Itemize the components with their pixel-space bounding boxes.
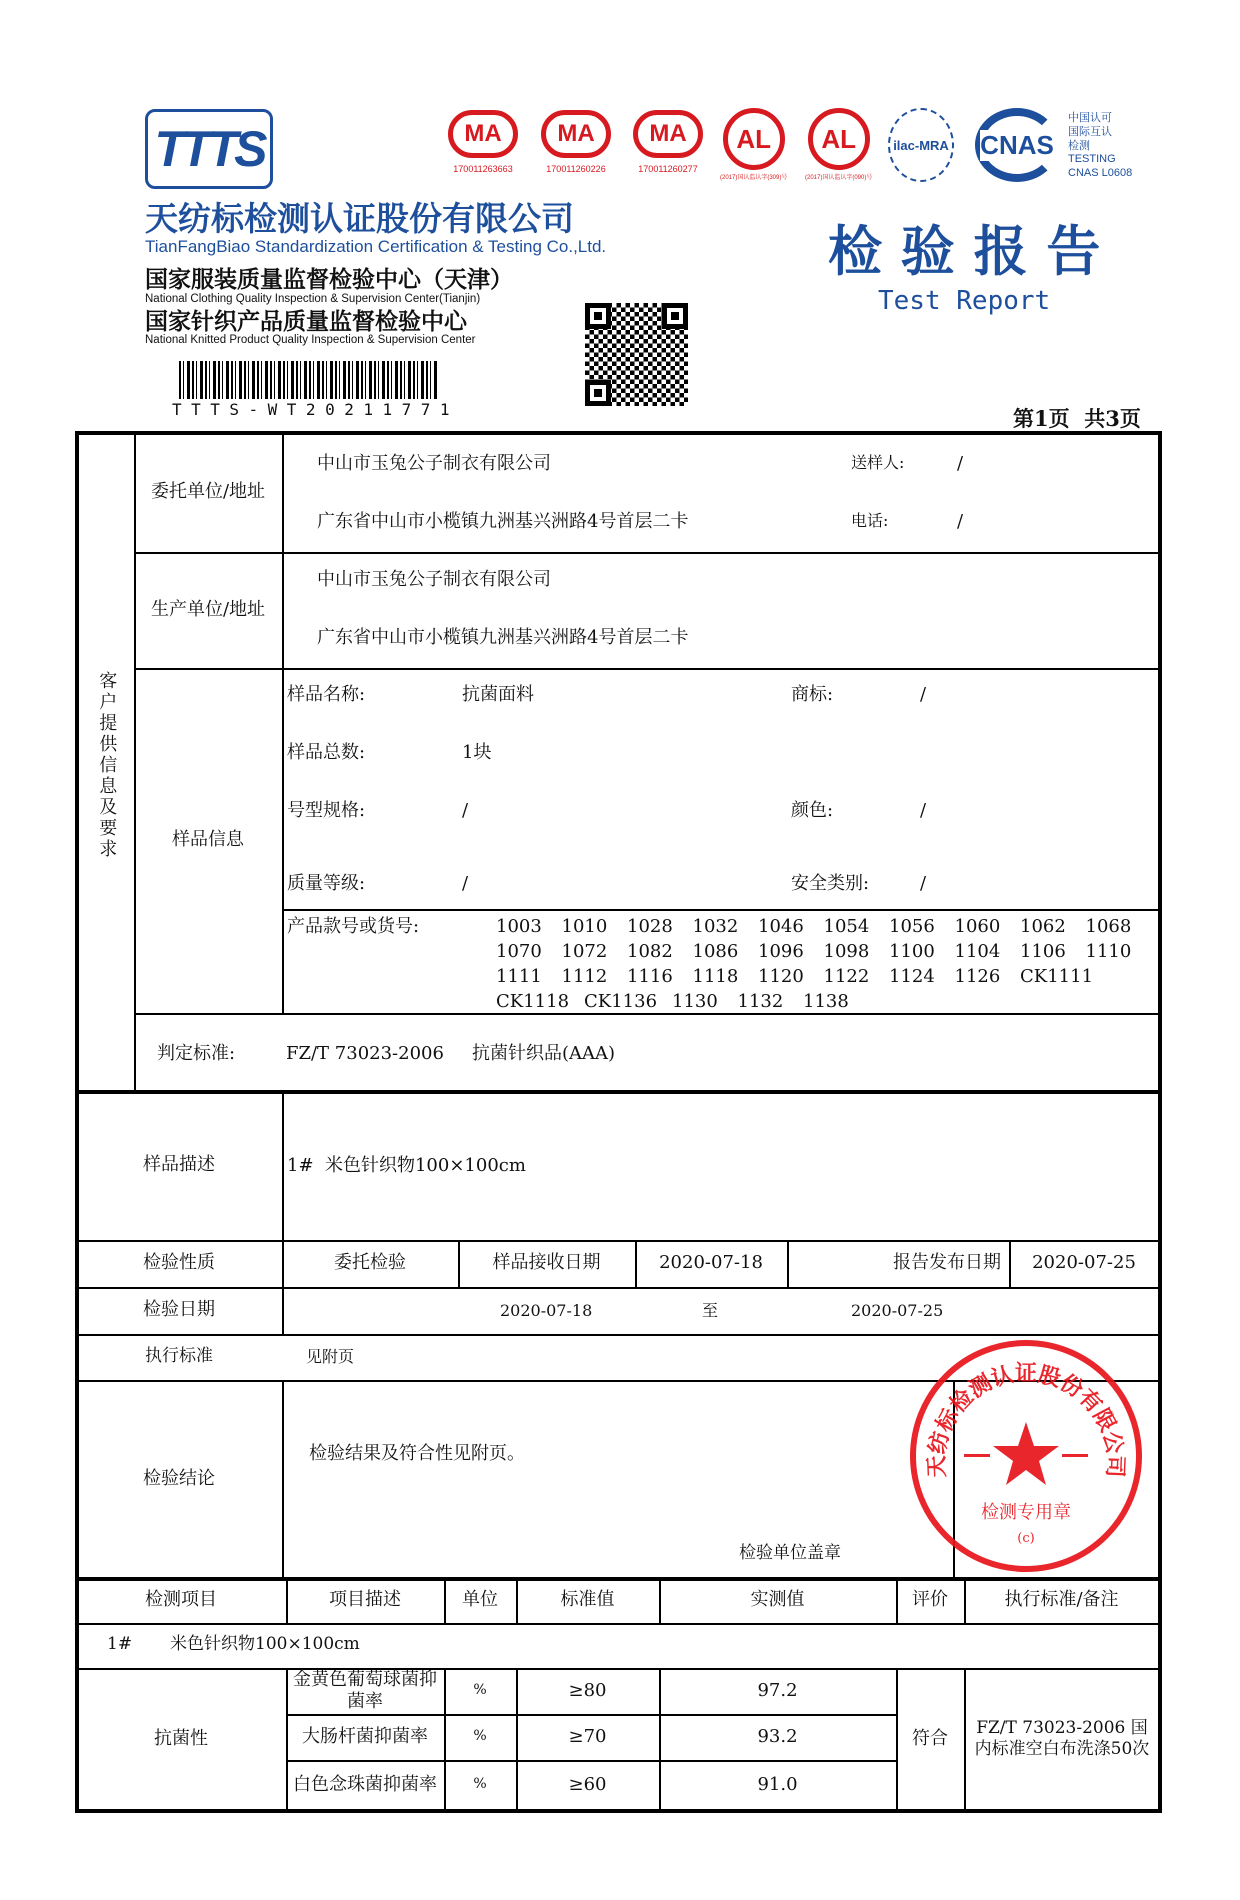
inspection-date-label: 检验日期 bbox=[143, 1299, 215, 1321]
cal-logo-1: AL (2017)国认监认字(309)号 bbox=[720, 108, 787, 181]
client-info-side-label: 客户提供信息及要求 bbox=[96, 670, 118, 860]
results-header-unit: 单位 bbox=[462, 1589, 498, 1611]
received-date: 2020-07-18 bbox=[659, 1252, 763, 1274]
product-code: 1003 bbox=[496, 916, 542, 937]
received-date-label: 样品接收日期 bbox=[492, 1252, 601, 1274]
product-code: CK1118 bbox=[496, 991, 570, 1012]
center2-en: National Knitted Product Quality Inspection & Supervision Center bbox=[145, 334, 476, 346]
seal-label: 检验单位盖章 bbox=[739, 1543, 841, 1563]
cma-logo-2: MA 170011260226 bbox=[541, 110, 611, 174]
nature-value: 委托检验 bbox=[334, 1252, 406, 1274]
sample-count: 1块 bbox=[462, 742, 492, 763]
issued-date: 2020-07-25 bbox=[1032, 1252, 1136, 1274]
criterion-label: 判定标准: bbox=[157, 1043, 236, 1064]
inspection-date-to-word: 至 bbox=[702, 1301, 719, 1320]
entrust-name: 中山市玉兔公子制衣有限公司 bbox=[317, 453, 551, 474]
product-code: 1072 bbox=[561, 941, 608, 962]
barcode-text: TTTS-WT20211771 bbox=[172, 400, 459, 419]
center2-cn: 国家针织产品质量监督检验中心 bbox=[145, 308, 467, 334]
product-code: 1060 bbox=[954, 916, 1001, 937]
sample-number: 1# bbox=[107, 1634, 133, 1654]
report-title-cn: 检 验 报 告 bbox=[828, 219, 1101, 283]
product-code: 1100 bbox=[889, 941, 935, 962]
product-code: 1124 bbox=[889, 966, 935, 987]
barcode bbox=[179, 361, 439, 399]
safety-label: 安全类别: bbox=[791, 873, 870, 894]
safety-value: / bbox=[920, 873, 927, 894]
brand-value: / bbox=[920, 684, 927, 705]
product-code: 1122 bbox=[823, 966, 870, 987]
product-code: 1010 bbox=[561, 916, 608, 937]
product-code: 1138 bbox=[803, 991, 849, 1012]
cal-logo-2: AL (2017)国认监认字(090)号 bbox=[805, 108, 872, 181]
cnas-side-text: 中国认可 国际互认 检测 TESTING CNAS L0608 bbox=[1068, 112, 1133, 179]
product-code: 1111 bbox=[496, 966, 542, 987]
sample-desc-value: 1# 米色针织物100×100cm bbox=[287, 1155, 526, 1176]
result-description: 白色念珠菌抑菌率 bbox=[293, 1773, 437, 1795]
color-value: / bbox=[920, 800, 927, 821]
criterion-standard: FZ/T 73023-2006 bbox=[286, 1043, 444, 1064]
product-code: 1046 bbox=[758, 916, 804, 937]
product-code: 1132 bbox=[737, 991, 784, 1012]
grade-label: 质量等级: bbox=[287, 873, 366, 894]
sample-name: 抗菌面料 bbox=[462, 684, 534, 705]
size-label: 号型规格: bbox=[287, 800, 366, 821]
sender-value: / bbox=[957, 453, 964, 474]
center1-cn: 国家服装质量监督检验中心（天津） bbox=[145, 266, 513, 292]
results-header-standard: 标准值 bbox=[560, 1589, 615, 1611]
grade-value: / bbox=[462, 873, 469, 894]
result-measured: 97.2 bbox=[757, 1679, 798, 1701]
product-code: 1110 bbox=[1085, 941, 1132, 962]
producer-label: 生产单位/地址 bbox=[150, 598, 266, 620]
result-measured: 91.0 bbox=[757, 1773, 798, 1795]
cma-logo-3: MA 170011260277 bbox=[633, 110, 703, 174]
results-header-verdict: 评价 bbox=[912, 1589, 948, 1611]
logo-text: TTTS bbox=[154, 121, 264, 177]
product-code: 1126 bbox=[954, 966, 1001, 987]
entrust-address: 广东省中山市小榄镇九洲基兴洲路4号首层二卡 bbox=[317, 511, 689, 532]
results-header-remark: 执行标准/备注 bbox=[1004, 1589, 1119, 1611]
stamp-code: (c) bbox=[1017, 1531, 1035, 1546]
sender-label: 送样人: bbox=[851, 453, 905, 472]
product-code: 1096 bbox=[758, 941, 804, 962]
product-code: CK1136 bbox=[584, 991, 658, 1012]
criterion-description: 抗菌针织品(AAA) bbox=[472, 1043, 616, 1064]
sample-desc-label: 样品描述 bbox=[143, 1154, 215, 1176]
verdict: 符合 bbox=[912, 1727, 948, 1749]
conclusion-label: 检验结论 bbox=[143, 1467, 215, 1489]
product-code: CK1111 bbox=[1020, 966, 1094, 987]
inspection-seal-stamp bbox=[908, 1338, 1144, 1574]
result-unit: % bbox=[473, 1682, 487, 1699]
standard-value: 见附页 bbox=[306, 1347, 355, 1366]
phone-value: / bbox=[957, 511, 964, 532]
result-standard: ≥80 bbox=[568, 1679, 607, 1701]
sample-name-label: 样品名称: bbox=[287, 684, 366, 705]
color-label: 颜色: bbox=[791, 800, 834, 821]
stamp-ring-text: 天纺标检测认证股份有限公司 bbox=[924, 1361, 1128, 1478]
cnas-logo: CNAS bbox=[975, 108, 1059, 182]
product-code: 1116 bbox=[627, 966, 673, 987]
phone-label: 电话: bbox=[851, 511, 889, 530]
stamp-center-text: 检测专用章 bbox=[981, 1502, 1071, 1523]
product-code: 1086 bbox=[692, 941, 739, 962]
inspection-date-to: 2020-07-25 bbox=[851, 1301, 944, 1320]
standard-label: 执行标准 bbox=[145, 1346, 213, 1367]
center1-en: National Clothing Quality Inspection & Supervision Center(Tianjin) bbox=[145, 293, 481, 305]
product-code: 1032 bbox=[692, 916, 739, 937]
result-standard: ≥60 bbox=[568, 1773, 607, 1795]
cma-logo-1: MA 170011263663 bbox=[448, 110, 518, 174]
brand-label: 商标: bbox=[791, 684, 834, 705]
star-icon bbox=[993, 1422, 1059, 1485]
company-name-en: TianFangBiao Standardization Certification & Testing Co.,Ltd. bbox=[145, 237, 607, 256]
result-standard: ≥70 bbox=[568, 1725, 607, 1747]
size-value: / bbox=[462, 800, 469, 821]
product-code: 1112 bbox=[561, 966, 608, 987]
qr-code bbox=[585, 303, 688, 406]
product-code: 1106 bbox=[1020, 941, 1066, 962]
company-name-cn: 天纺标检测认证股份有限公司 bbox=[145, 200, 574, 237]
sample-description: 米色针织物100×100cm bbox=[170, 1634, 360, 1654]
page-info: 第1页 共3页 bbox=[1013, 406, 1141, 431]
results-header-desc: 项目描述 bbox=[329, 1589, 401, 1611]
product-code: 1118 bbox=[692, 966, 739, 987]
product-code: 1104 bbox=[954, 941, 1001, 962]
producer-name: 中山市玉兔公子制衣有限公司 bbox=[317, 569, 551, 590]
result-description: 金黄色葡萄球菌抑菌率 bbox=[293, 1668, 437, 1712]
product-codes-label: 产品款号或货号: bbox=[287, 916, 420, 937]
conclusion-value: 检验结果及符合性见附页。 bbox=[309, 1443, 525, 1464]
product-code: 1056 bbox=[889, 916, 935, 937]
result-measured: 93.2 bbox=[757, 1725, 798, 1747]
producer-address: 广东省中山市小榄镇九洲基兴洲路4号首层二卡 bbox=[317, 627, 689, 648]
inspection-date-from: 2020-07-18 bbox=[500, 1301, 593, 1320]
product-code: 1082 bbox=[627, 941, 673, 962]
product-code: 1070 bbox=[496, 941, 542, 962]
sample-info-label: 样品信息 bbox=[172, 829, 244, 851]
test-item: 抗菌性 bbox=[154, 1727, 208, 1749]
ilac-mra-logo: ilac-MRA bbox=[888, 108, 954, 182]
result-description: 大肠杆菌抑菌率 bbox=[302, 1725, 428, 1747]
results-header-item: 检测项目 bbox=[145, 1589, 217, 1611]
product-code: 1028 bbox=[627, 916, 673, 937]
nature-label: 检验性质 bbox=[143, 1252, 215, 1274]
entrust-label: 委托单位/地址 bbox=[150, 480, 266, 502]
result-unit: % bbox=[473, 1776, 487, 1793]
product-code: 1068 bbox=[1085, 916, 1132, 937]
product-code: 1098 bbox=[823, 941, 870, 962]
sample-count-label: 样品总数: bbox=[287, 742, 366, 763]
results-header-measured: 实测值 bbox=[750, 1589, 805, 1611]
remark: FZ/T 73023-2006 国内标准空白布洗涤50次 bbox=[974, 1717, 1150, 1759]
product-code: 1130 bbox=[672, 991, 718, 1012]
product-code: 1062 bbox=[1020, 916, 1066, 937]
product-code: 1054 bbox=[823, 916, 870, 937]
result-unit: % bbox=[473, 1728, 487, 1745]
ttts-logo bbox=[145, 109, 273, 189]
issued-date-label: 报告发布日期 bbox=[893, 1252, 1001, 1274]
report-title-en: Test Report bbox=[878, 286, 1051, 316]
product-code: 1120 bbox=[758, 966, 804, 987]
